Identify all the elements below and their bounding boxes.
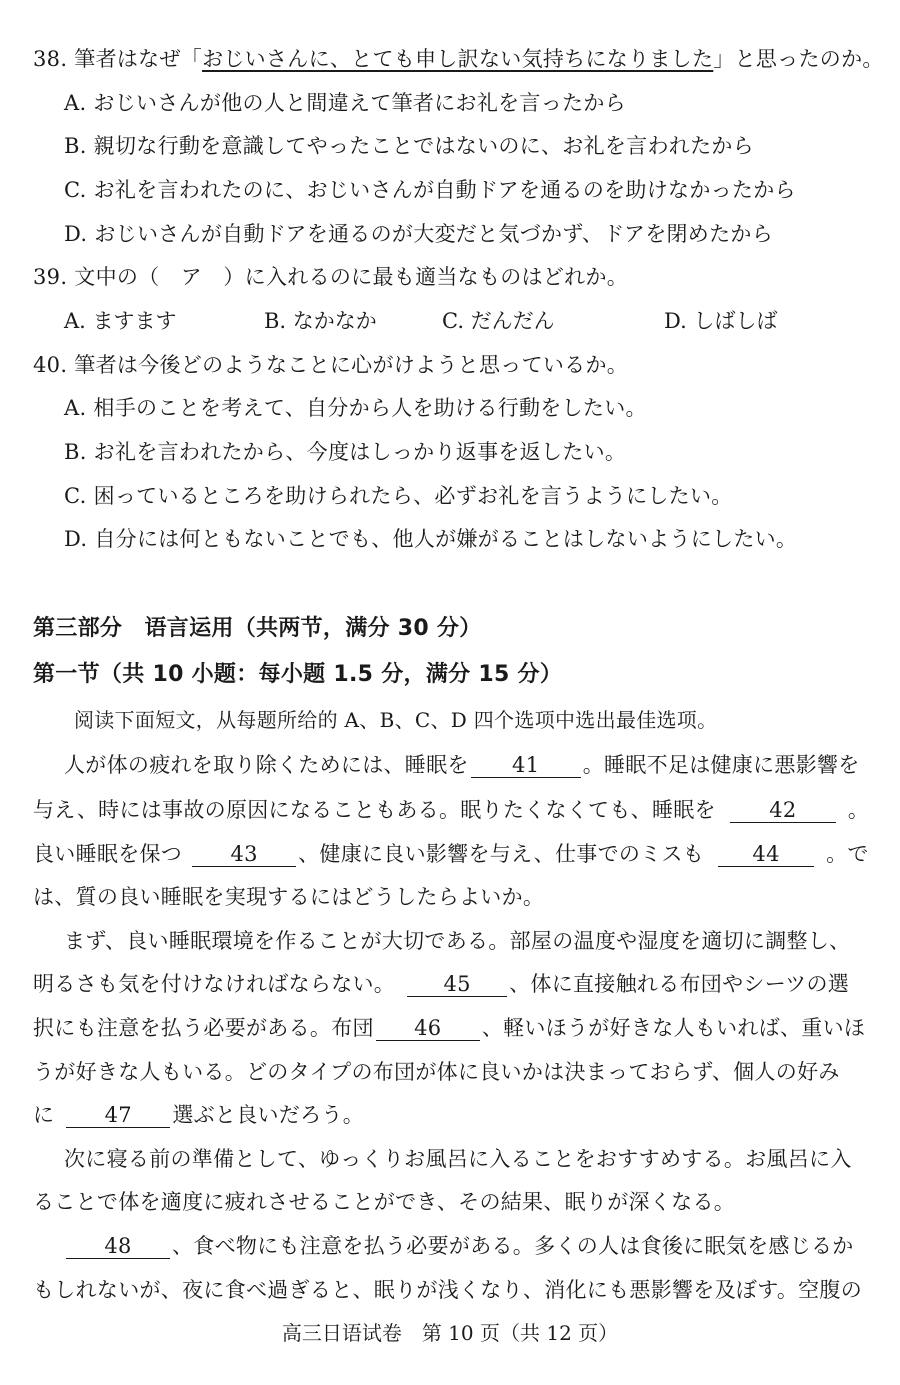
blank-46[interactable]: 46 (376, 1016, 480, 1041)
passage-text: 人が体の疲れを取り除くためには、睡眠を (64, 753, 469, 777)
blank-47[interactable]: 47 (66, 1103, 170, 1128)
blank-41[interactable]: 41 (471, 753, 581, 778)
passage-line: うが好きな人もいる。どのタイプの布団が体に良いかは決まっておらず、個人の好み (33, 1060, 840, 1084)
passage-line (64, 1231, 870, 1261)
passage-line (64, 750, 870, 780)
passage-text: 、体に直接触れる布団やシーツの選 (509, 972, 850, 996)
passage-text: 。睡眠不足は健康に悪影響を (582, 753, 860, 777)
question-38-option-b: B. 親切な行動を意識してやったことではないのに、お礼を言われたから (64, 134, 754, 158)
question-39-stem: 39. 文中の（ ア ）に入れるのに最も適当なものはどれか。 (33, 265, 629, 289)
question-40-stem: 40. 筆者は今後どのようなことに心がけようと思っているか。 (33, 353, 629, 377)
passage-line (33, 795, 870, 825)
passage-text: 、食べ物にも注意を払う必要がある。多くの人は食後に眠気を感じるか (172, 1234, 854, 1258)
passage-line: は、質の良い睡眠を実現するにはどうしたらよいか。 (33, 885, 545, 909)
part-3-heading: 第三部分 语言运用（共两节，满分 30 分） (33, 616, 482, 641)
question-39-option-d: D. しばしば (664, 309, 778, 333)
section-1-heading: 第一节（共 10 小题：每小题 1.5 分，满分 15 分） (33, 662, 563, 687)
stem-text: 」と思ったのか。 (713, 47, 884, 71)
question-38-option-d: D. おじいさんが自動ドアを通るのが大変だと気づかず、ドアを閉めたから (64, 222, 773, 246)
passage-text: 与え、時には事故の原因になることもある。眠りたくなくても、睡眠を (33, 798, 716, 822)
question-40-option-a: A. 相手のことを考えて、自分から人を助ける行動をしたい。 (64, 396, 647, 420)
question-39-option-b: B. なかなか (264, 309, 377, 333)
blank-48[interactable]: 48 (66, 1234, 170, 1259)
passage-line: まず、良い睡眠環境を作ることが大切である。部屋の温度や湿度を適切に調整し、 (64, 929, 851, 953)
blank-45[interactable]: 45 (407, 972, 507, 997)
blank-44[interactable]: 44 (718, 842, 814, 867)
question-38-option-a: A. おじいさんが他の人と間違えて筆者にお礼を言ったから (64, 91, 626, 115)
passage-line (33, 1100, 870, 1130)
stem-text: 38. 筆者はなぜ「 (33, 47, 203, 71)
passage-line (33, 1013, 870, 1043)
passage-line: もしれないが、夜に食べ過ぎると、眠りが浅くなり、消化にも悪影響を及ぼす。空腹の (33, 1278, 863, 1302)
passage-text: 、軽いほうが好きな人もいれば、重いほ (481, 1016, 866, 1040)
question-39-option-c: C. だんだん (442, 309, 555, 333)
section-instruction: 阅读下面短文，从每题所给的 A、B、C、D 四个选项中选出最佳选项。 (74, 708, 718, 732)
passage-text: 、健康に良い影響を与え、仕事でのミスも (298, 842, 705, 866)
question-40-option-b: B. お礼を言われたから、今度はしっかり返事を返したい。 (64, 440, 627, 464)
blank-43[interactable]: 43 (192, 842, 296, 867)
blank-42[interactable]: 42 (730, 798, 836, 823)
passage-text: 。 (847, 798, 870, 822)
question-39-option-a: A. ますます (64, 309, 177, 333)
question-40-option-c: C. 困っているところを助けられたら、必ずお礼を言うようにしたい。 (64, 484, 733, 508)
question-38-stem (33, 44, 884, 74)
passage-line: ることで体を適度に疲れさせることができ、その結果、眠りが深くなる。 (33, 1190, 736, 1214)
passage-line: 次に寝る前の準備として、ゆっくりお風呂に入ることをおすすめする。お風呂に入 (64, 1147, 852, 1171)
page-footer: 高三日语试卷 第 10 页（共 12 页） (281, 1321, 619, 1345)
passage-line (33, 969, 870, 999)
passage-line (33, 839, 870, 869)
passage-text: 良い睡眠を保つ (33, 842, 183, 866)
passage-text: 明るさも気を付けなければならない。 (33, 972, 396, 996)
question-40-option-d: D. 自分には何ともないことでも、他人が嫌がることはしないようにしたい。 (64, 527, 798, 551)
passage-text: 選ぶと良いだろう。 (172, 1103, 365, 1127)
passage-text: に (33, 1103, 55, 1127)
passage-text: 。で (826, 842, 869, 866)
passage-text: 択にも注意を払う必要がある。布団 (33, 1016, 374, 1040)
question-38-option-c: C. お礼を言われたのに、おじいさんが自動ドアを通るのを助けなかったから (64, 178, 796, 202)
underlined-quote: おじいさんに、とても申し訳ない気持ちになりました (202, 47, 714, 71)
